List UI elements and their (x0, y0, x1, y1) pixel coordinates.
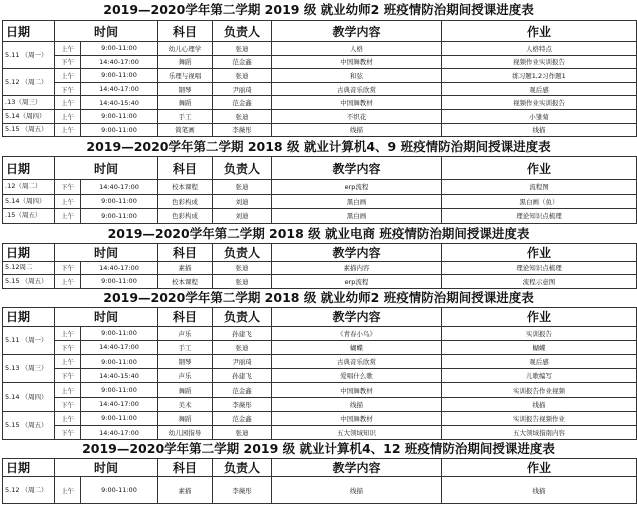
header-subject: 科目 (158, 157, 213, 180)
date-cell: 5.14（周四） (3, 109, 55, 123)
time-cell: 9:00-11:00 (81, 69, 158, 83)
time-cell: 9:00-11:00 (81, 194, 158, 209)
subject-cell: 简笔画 (158, 123, 213, 137)
header-teacher: 负责人 (213, 243, 272, 261)
table-row (3, 383, 637, 397)
teacher-cell: 张迪 (213, 69, 272, 83)
time-cell: 9:00-11:00 (81, 326, 158, 340)
header-content: 教学内容 (272, 459, 442, 477)
slot-cell: 下午 (55, 369, 81, 383)
teacher-cell: 张迪 (213, 275, 272, 289)
homework-cell: 流程图 (442, 180, 637, 195)
header-homework: 作业 (442, 157, 637, 180)
schedule-table (2, 243, 637, 289)
homework-cell: 线描 (442, 477, 637, 504)
date-cell: 5.12 （周二） (3, 69, 55, 96)
slot-cell: 下午 (55, 180, 81, 195)
content-cell: 不织花 (272, 109, 442, 123)
header-content: 教学内容 (272, 21, 442, 42)
schedule-table (2, 307, 637, 441)
section-title: 2019—2020学年第二学期 2018 级 就业计算机4、9 班疫情防治期间授课进度表 (86, 139, 551, 155)
teacher-cell: 张迪 (213, 42, 272, 56)
header-homework: 作业 (442, 307, 637, 326)
table-header-row (3, 21, 637, 42)
header-content: 教学内容 (272, 157, 442, 180)
schedule-table (2, 20, 637, 137)
header-content: 教学内容 (272, 243, 442, 261)
table-row (3, 96, 637, 110)
slot-cell: 下午 (55, 397, 81, 411)
header-date: 日期 (3, 157, 55, 180)
header-date: 日期 (3, 21, 55, 42)
date-cell: 5.12周二 (3, 261, 55, 275)
subject-cell: 乐理与视唱 (158, 69, 213, 83)
schedule-section (0, 0, 637, 137)
teacher-cell: 范金鑫 (213, 383, 272, 397)
teacher-cell: 尹丽琦 (213, 355, 272, 369)
slot-cell: 下午 (55, 340, 81, 354)
homework-cell: 实训报告作业视频 (442, 383, 637, 397)
homework-cell: 小雏菊 (442, 109, 637, 123)
slot-cell: 上午 (55, 123, 81, 137)
content-cell: 线描 (272, 477, 442, 504)
slot-cell: 上午 (55, 275, 81, 289)
table-row (3, 411, 637, 425)
content-cell: 古典音乐欣赏 (272, 82, 442, 96)
date-cell: 5.15 （周五） (3, 411, 55, 439)
table-row (3, 69, 637, 83)
subject-cell: 色彩构成 (158, 194, 213, 209)
content-cell: 黑白画 (272, 194, 442, 209)
subject-cell: 手工 (158, 340, 213, 354)
table-row (3, 369, 637, 383)
table-row (3, 397, 637, 411)
header-time: 时间 (55, 459, 158, 477)
table-header-row (3, 307, 637, 326)
content-cell: 蝴蝶 (272, 340, 442, 354)
teacher-cell: 尹丽琦 (213, 82, 272, 96)
header-subject: 科目 (158, 307, 213, 326)
time-cell: 9:00-11:00 (81, 383, 158, 397)
teacher-cell: 范金鑫 (213, 96, 272, 110)
content-cell: 中国舞教材 (272, 55, 442, 69)
table-row (3, 180, 637, 195)
homework-cell: 线描 (442, 123, 637, 137)
time-cell: 9:00-11:00 (81, 209, 158, 224)
header-time: 时间 (55, 21, 158, 42)
teacher-cell: 李薇彤 (213, 397, 272, 411)
teacher-cell: 刘迪 (213, 209, 272, 224)
slot-cell: 下午 (55, 261, 81, 275)
slot-cell: 下午 (55, 82, 81, 96)
table-row (3, 209, 637, 224)
time-cell: 14:40-17:00 (81, 55, 158, 69)
homework-cell: 理论知识点梳理 (442, 261, 637, 275)
header-teacher: 负责人 (213, 307, 272, 326)
slot-cell: 上午 (55, 477, 81, 504)
slot-cell: 上午 (55, 383, 81, 397)
content-cell: 黑白画 (272, 209, 442, 224)
homework-cell: 黑白画（鱼） (442, 194, 637, 209)
header-teacher: 负责人 (213, 157, 272, 180)
date-cell: .15（周五） (3, 209, 55, 224)
subject-cell: 舞蹈 (158, 411, 213, 425)
subject-cell: 素描 (158, 477, 213, 504)
schedule-section (0, 224, 637, 289)
teacher-cell: 李薇彤 (213, 477, 272, 504)
homework-cell: 五大领域指南内容 (442, 425, 637, 439)
homework-cell: 儿歌编写 (442, 369, 637, 383)
date-cell: 5.14 （周四） (3, 383, 55, 411)
time-cell: 9:00-11:00 (81, 42, 158, 56)
teacher-cell: 张迪 (213, 425, 272, 439)
table-header-row (3, 459, 637, 477)
header-time: 时间 (55, 307, 158, 326)
homework-cell: 视频作业实训报告 (442, 55, 637, 69)
subject-cell: 手工 (158, 109, 213, 123)
homework-cell: 实训报告 (442, 326, 637, 340)
header-teacher: 负责人 (213, 21, 272, 42)
teacher-cell: 张迪 (213, 261, 272, 275)
section-title: 2019—2020学年第二学期 2018 级 就业电商 班疫情防治期间授课进度表 (107, 225, 530, 241)
table-row (3, 42, 637, 56)
date-cell: 5.12 （周二） (3, 477, 55, 504)
table-row (3, 261, 637, 275)
homework-cell: 观后感 (442, 355, 637, 369)
homework-cell: 观后感 (442, 82, 637, 96)
teacher-cell: 孙建飞 (213, 326, 272, 340)
subject-cell: 校本课程 (158, 180, 213, 195)
content-cell: 和弦 (272, 69, 442, 83)
date-cell: 5.14（周四） (3, 194, 55, 209)
table-header-row (3, 243, 637, 261)
time-cell: 14:40-15:40 (81, 96, 158, 110)
table-row (3, 82, 637, 96)
date-cell: 5.13 （周三） (3, 355, 55, 383)
content-cell: 爱唱什么歌 (272, 369, 442, 383)
date-cell: 5.15 （周五） (3, 275, 55, 289)
subject-cell: 校本课程 (158, 275, 213, 289)
date-cell: .13（周三） (3, 96, 55, 110)
subject-cell: 钢琴 (158, 355, 213, 369)
teacher-cell: 孙建飞 (213, 369, 272, 383)
subject-cell: 幼儿园指导 (158, 425, 213, 439)
content-cell: 古典音乐欣赏 (272, 355, 442, 369)
time-cell: 14:40-17:00 (81, 340, 158, 354)
teacher-cell: 范金鑫 (213, 55, 272, 69)
slot-cell: 上午 (55, 69, 81, 83)
schedule-table (2, 156, 637, 224)
content-cell: erp流程 (272, 275, 442, 289)
date-cell: 5.15 （周五） (3, 123, 55, 137)
header-homework: 作业 (442, 243, 637, 261)
header-subject: 科目 (158, 243, 213, 261)
subject-cell: 幼儿心理学 (158, 42, 213, 56)
subject-cell: 色彩构成 (158, 209, 213, 224)
table-row (3, 55, 637, 69)
time-cell: 14:40-15:40 (81, 369, 158, 383)
content-cell: 中国舞教材 (272, 411, 442, 425)
homework-cell: 实训报告视频作业 (442, 411, 637, 425)
slot-cell: 上午 (55, 411, 81, 425)
schedule-table (2, 458, 637, 504)
subject-cell: 钢琴 (158, 82, 213, 96)
header-time: 时间 (55, 243, 158, 261)
content-cell: 线描 (272, 397, 442, 411)
content-cell: 五大领域知识 (272, 425, 442, 439)
homework-cell: 视频作业实训报告 (442, 96, 637, 110)
content-cell: 线描 (272, 123, 442, 137)
header-date: 日期 (3, 459, 55, 477)
content-cell: erp流程 (272, 180, 442, 195)
homework-cell: 人格特点 (442, 42, 637, 56)
time-cell: 9:00-11:00 (81, 411, 158, 425)
table-row (3, 123, 637, 137)
header-time: 时间 (55, 157, 158, 180)
homework-cell: 理论知识点梳理 (442, 209, 637, 224)
date-cell: 5.11 （周一） (3, 326, 55, 354)
content-cell: 中国舞教材 (272, 383, 442, 397)
subject-cell: 舞蹈 (158, 96, 213, 110)
table-row (3, 109, 637, 123)
header-homework: 作业 (442, 459, 637, 477)
slot-cell: 下午 (55, 425, 81, 439)
section-title: 2019—2020学年第二学期 2018 级 就业幼师2 班疫情防治期间授课进度表 (103, 289, 534, 305)
teacher-cell: 刘迪 (213, 194, 272, 209)
homework-cell: 蝴蝶 (442, 340, 637, 354)
header-homework: 作业 (442, 21, 637, 42)
slot-cell: 上午 (55, 194, 81, 209)
header-subject: 科目 (158, 21, 213, 42)
time-cell: 14:40-17:00 (81, 261, 158, 275)
schedule-section (0, 440, 637, 504)
slot-cell: 上午 (55, 326, 81, 340)
content-cell: 人格 (272, 42, 442, 56)
subject-cell: 舞蹈 (158, 55, 213, 69)
header-date: 日期 (3, 307, 55, 326)
date-cell: 5.11 （周一） (3, 42, 55, 69)
content-cell: 《青春小鸟》 (272, 326, 442, 340)
slot-cell: 上午 (55, 209, 81, 224)
subject-cell: 素描 (158, 261, 213, 275)
homework-cell: 练习题1,2习作题1 (442, 69, 637, 83)
table-row (3, 194, 637, 209)
subject-cell: 美术 (158, 397, 213, 411)
table-row (3, 355, 637, 369)
subject-cell: 舞蹈 (158, 383, 213, 397)
subject-cell: 声乐 (158, 369, 213, 383)
header-date: 日期 (3, 243, 55, 261)
time-cell: 14:40-17:00 (81, 82, 158, 96)
table-row (3, 477, 637, 504)
teacher-cell: 范金鑫 (213, 411, 272, 425)
homework-cell: 线描 (442, 397, 637, 411)
table-row (3, 275, 637, 289)
time-cell: 14:40-17:00 (81, 425, 158, 439)
slot-cell: 上午 (55, 96, 81, 110)
slot-cell: 下午 (55, 55, 81, 69)
subject-cell: 声乐 (158, 326, 213, 340)
teacher-cell: 张迪 (213, 180, 272, 195)
content-cell: 素描内容 (272, 261, 442, 275)
table-row (3, 340, 637, 354)
time-cell: 9:00-11:00 (81, 355, 158, 369)
time-cell: 9:00-11:00 (81, 275, 158, 289)
section-title: 2019—2020学年第二学期 2019 级 就业幼师2 班疫情防治期间授课进度表 (103, 2, 534, 17)
table-header-row (3, 157, 637, 180)
content-cell: 中国舞教材 (272, 96, 442, 110)
header-subject: 科目 (158, 459, 213, 477)
time-cell: 14:40-17:00 (81, 180, 158, 195)
homework-cell: 流程示意图 (442, 275, 637, 289)
schedule-section (0, 289, 637, 441)
slot-cell: 上午 (55, 355, 81, 369)
date-cell: .12（周二） (3, 180, 55, 195)
teacher-cell: 李薇彤 (213, 123, 272, 137)
time-cell: 9:00-11:00 (81, 109, 158, 123)
time-cell: 9:00-11:00 (81, 123, 158, 137)
table-row (3, 425, 637, 439)
table-row (3, 326, 637, 340)
time-cell: 9:00-11:00 (81, 477, 158, 504)
schedule-section (0, 137, 637, 224)
slot-cell: 上午 (55, 109, 81, 123)
header-content: 教学内容 (272, 307, 442, 326)
header-teacher: 负责人 (213, 459, 272, 477)
time-cell: 14:40-17:00 (81, 397, 158, 411)
slot-cell: 上午 (55, 42, 81, 56)
teacher-cell: 张迪 (213, 340, 272, 354)
section-title: 2019—2020学年第二学期 2019 级 就业计算机4、12 班疫情防治期间授课进度表 (82, 441, 555, 457)
teacher-cell: 张迪 (213, 109, 272, 123)
